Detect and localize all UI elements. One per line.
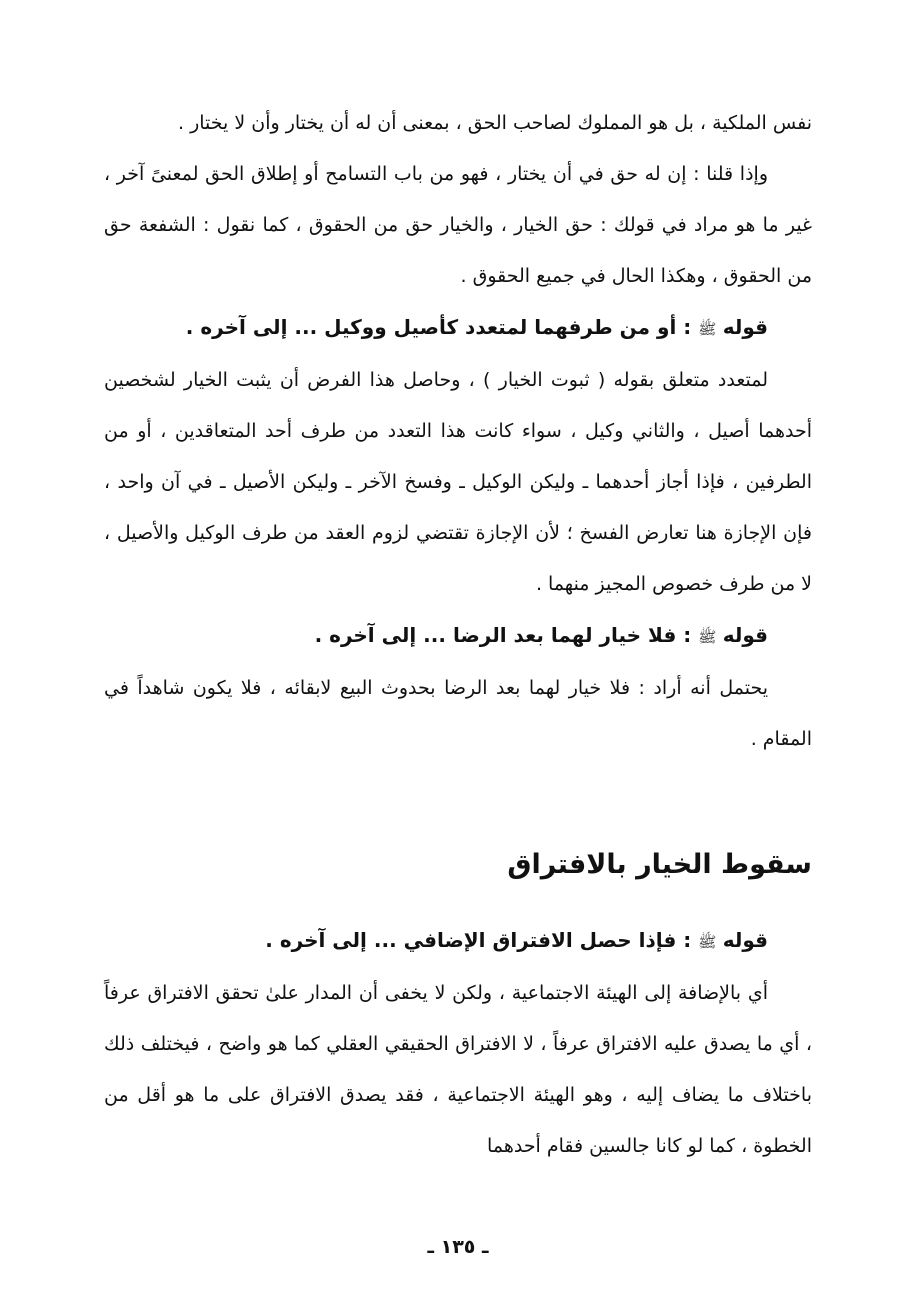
commentary-paragraph-2: يحتمل أنه أراد : فلا خيار لهما بعد الرضا بحدوث البيع لابقائه ، فلا يكون شاهداً في المقام . — [104, 677, 812, 750]
quote-text: : فلا خيار لهما بعد الرضا ... إلى آخره . — [314, 623, 699, 647]
honorific-symbol: ﷺ — [698, 628, 717, 646]
commentary-paragraph-3: أي بالإضافة إلى الهيئة الاجتماعية ، ولكن لا يخفى أن المدار علىٰ تحقق الافتراق عرفاً ، أي ما يصدق عليه الافتراق عرفاً ، لا الافتراق الحقيقي العقلي كما هو واضح ، فيختلف ذلك باختلاف ما يضاف إليه ، وهو الهيئة الاجتماعية ، فقد يصدق الافتراق على ما هو أقل من الخطوة ، كما لو كانا جالسين فقام أحدهما — [104, 982, 812, 1157]
page-number: ـ ١٣٥ ـ — [427, 1236, 489, 1258]
quote-text: : فإذا حصل الافتراق الإضافي ... إلى آخره . — [265, 928, 699, 952]
commentary-paragraph-1: لمتعدد متعلق بقوله ( ثبوت الخيار ) ، وحاصل هذا الفرض أن يثبت الخيار لشخصين أحدهما أصيل ، والثاني وكيل ، سواء كانت هذا التعدد من طرف أحد المتعاقدين ، أو من الطرفين ، فإذا أجاز أحدهما ـ وليكن الوكيل ـ وفسخ الآخر ـ وليكن الأصيل ـ في آن واحد ، فإن الإجازة هنا تعارض الفسخ ؛ لأن الإجازة تقتضي لزوم العقد من طرف الوكيل والأصيل ، لا من طرف خصوص المجيز منهما . — [104, 369, 812, 595]
quote-heading-3 — [104, 915, 812, 968]
quote-text: : أو من طرفهما لمتعدد كأصيل ووكيل ... إلى آخره . — [185, 315, 699, 339]
quote-heading-1 — [104, 302, 812, 355]
section-title: سقوط الخيار بالافتراق — [507, 849, 812, 880]
text-column — [104, 98, 812, 1172]
quote-lead: قوله — [722, 928, 768, 952]
quote-lead: قوله — [722, 623, 768, 647]
quote-heading-2 — [104, 610, 812, 663]
honorific-symbol: ﷺ — [698, 933, 717, 951]
honorific-symbol: ﷺ — [698, 320, 717, 338]
paragraph-continuation: نفس الملكية ، بل هو المملوك لصاحب الحق ، بمعنى أن له أن يختار وأن لا يختار . — [178, 112, 812, 134]
paragraph-rights: وإذا قلنا : إن له حق في أن يختار ، فهو من باب التسامح أو إطلاق الحق لمعنىً آخر ، غير ما هو مراد في قولك : حق الخيار ، والخيار حق من الحقوق ، كما نقول : الشفعة حق من الحقوق ، وهكذا الحال في جميع الحقوق . — [104, 163, 812, 287]
quote-lead: قوله — [722, 315, 768, 339]
